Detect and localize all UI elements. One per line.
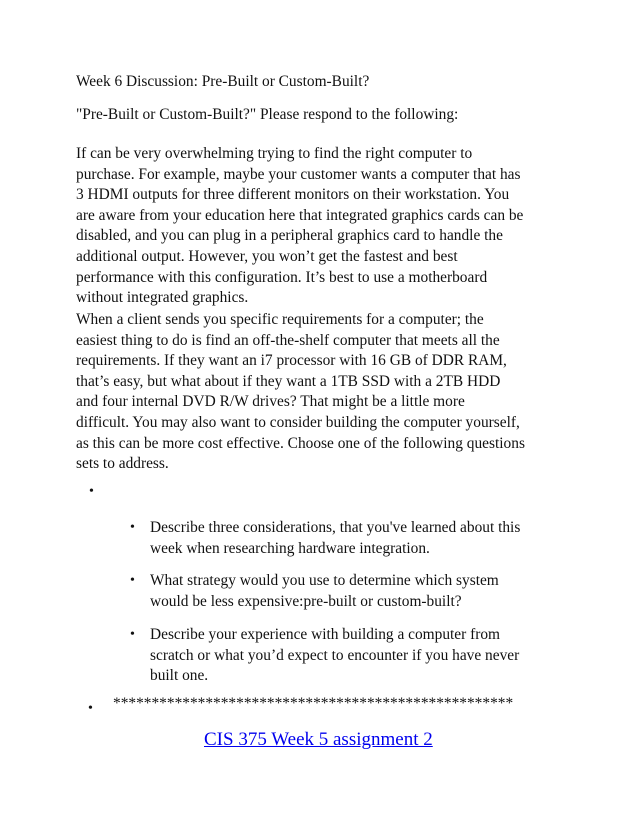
paragraph-1 xyxy=(76,144,566,309)
question-text xyxy=(150,625,570,687)
paragraph-line: purchase. For example, maybe your customer wants a computer that has xyxy=(76,165,521,183)
separator-bullet-icon: • xyxy=(88,701,93,716)
paragraph-line: disabled, and you can plug in a peripheral graphics card to handle the xyxy=(76,227,503,245)
paragraph-line: without integrated graphics. xyxy=(76,289,249,307)
question-line: Describe three considerations, that you've learned about this xyxy=(150,519,521,536)
question-line: What strategy would you use to determine which system xyxy=(150,572,499,589)
paragraph-line: If can be very overwhelming trying to find the right computer to xyxy=(76,145,473,162)
discussion-prompt: "Pre-Built or Custom-Built?" Please respond to the following: xyxy=(76,106,459,123)
question-line: would be less expensive:pre-built or custom-built? xyxy=(150,592,462,610)
bullet-icon: • xyxy=(130,520,135,535)
asterisk-separator: **************************************************** xyxy=(113,695,514,712)
question-line: Describe your experience with building a computer from xyxy=(150,626,501,643)
empty-bullet-icon: • xyxy=(89,484,94,499)
paragraph-line: additional output. However, you won’t get the fastest and best xyxy=(76,247,458,265)
bullet-icon: • xyxy=(130,573,135,588)
paragraph-line: 3 HDMI outputs for three different monitors on their workstation. You xyxy=(76,186,510,204)
paragraph-2 xyxy=(76,310,566,475)
paragraph-line: that’s easy, but what about if they want a 1TB SSD with a 2TB HDD xyxy=(76,372,501,390)
paragraph-line: When a client sends you specific requirements for a computer; the xyxy=(76,311,484,328)
paragraph-line: difficult. You may also want to consider building the computer yourself, xyxy=(76,413,520,431)
paragraph-line: as this can be more cost effective. Choose one of the following questions xyxy=(76,434,525,452)
question-line: built one. xyxy=(150,667,209,685)
document-title: Week 6 Discussion: Pre-Built or Custom-Built? xyxy=(76,73,370,90)
assignment-link[interactable]: CIS 375 Week 5 assignment 2 xyxy=(204,729,433,750)
paragraph-line: are aware from your education here that integrated graphics cards can be xyxy=(76,206,524,224)
paragraph-line: requirements. If they want an i7 processor with 16 GB of DDR RAM, xyxy=(76,352,507,370)
question-line: scratch or what you’d expect to encounter if you have never xyxy=(150,646,520,664)
question-text xyxy=(150,571,570,612)
question-text xyxy=(150,518,570,559)
question-line: week when researching hardware integration. xyxy=(150,539,430,557)
paragraph-line: easiest thing to do is find an off-the-shelf computer that meets all the xyxy=(76,331,500,349)
paragraph-line: sets to address. xyxy=(76,455,169,473)
paragraph-line: performance with this configuration. It’s best to use a motherboard xyxy=(76,268,488,286)
bullet-icon: • xyxy=(130,627,135,642)
paragraph-line: and four internal DVD R/W drives? That might be a little more xyxy=(76,393,465,411)
